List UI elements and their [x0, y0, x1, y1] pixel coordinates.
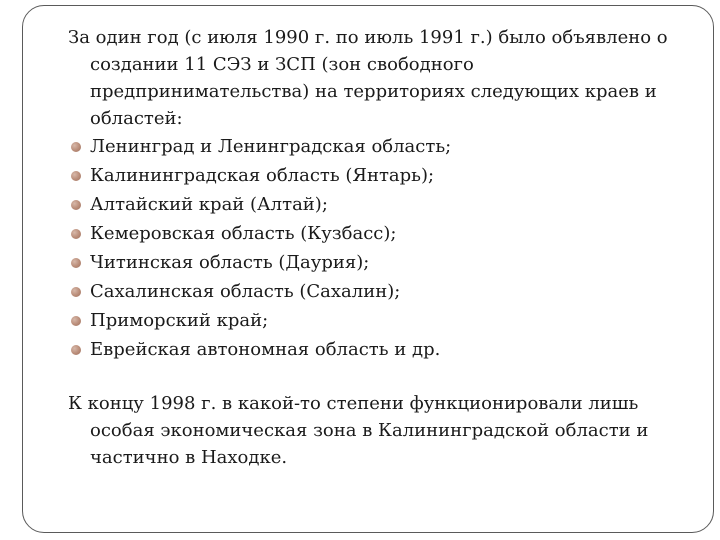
list-item-text: Алтайский край (Алтай);	[90, 194, 328, 215]
bullet-icon	[71, 258, 81, 268]
bullet-icon	[71, 200, 81, 210]
bullet-icon	[71, 316, 81, 326]
bullet-icon	[71, 171, 81, 181]
bullet-icon	[71, 229, 81, 239]
bullet-icon	[71, 142, 81, 152]
intro-paragraph: За один год (с июля 1990 г. по июль 1991 г.) было объявлено о создании 11 СЭЗ и ЗСП (зон свободного предпринимательства) на территориях следующих краев и областей:	[68, 27, 668, 129]
list-item	[68, 161, 698, 190]
list-item	[68, 335, 698, 364]
list-item-text: Кемеровская область (Кузбасс);	[90, 223, 397, 244]
list-item	[68, 248, 698, 277]
list-item-text: Читинская область (Даурия);	[90, 252, 370, 273]
list-item	[68, 306, 698, 335]
slide-content	[68, 24, 698, 471]
list-item-text: Ленинград и Ленинградская область;	[90, 136, 452, 157]
conclusion-paragraph: К концу 1998 г. в какой-то степени функционировали лишь особая экономическая зона в Калининградской области и частично в Находке.	[68, 393, 649, 468]
list-item-text: Приморский край;	[90, 310, 269, 331]
list-item	[68, 132, 698, 161]
region-list	[68, 132, 698, 364]
bullet-icon	[71, 287, 81, 297]
list-item-text: Калининградская область (Янтарь);	[90, 165, 435, 186]
list-item	[68, 190, 698, 219]
list-item-text: Еврейская автономная область и др.	[90, 339, 441, 360]
list-item	[68, 277, 698, 306]
list-item-text: Сахалинская область (Сахалин);	[90, 281, 401, 302]
list-item	[68, 219, 698, 248]
bullet-icon	[71, 345, 81, 355]
